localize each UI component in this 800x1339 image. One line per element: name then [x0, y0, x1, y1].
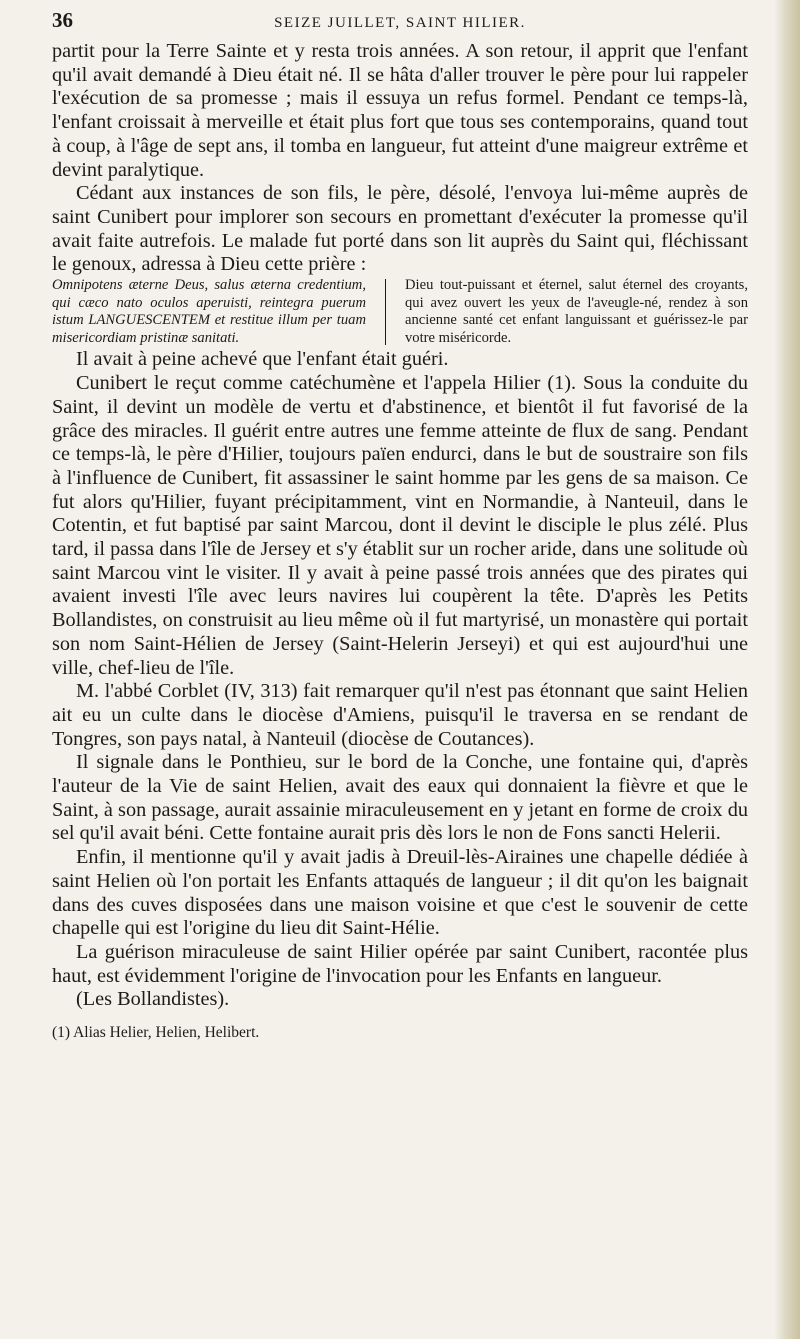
- paragraph-3: Il avait à peine achevé que l'enfant était guéri.: [76, 348, 449, 371]
- prayer-latin: Omnipotens æterne Deus, salus æterna credentium, qui cæco nato oculos aperuisti, reintegra puerum istum LANGUESCENTEM et restitue illum per tuam misericordiam pristinæ sanitati.: [52, 277, 366, 346]
- column-divider: [385, 279, 386, 345]
- paragraph-4: Cunibert le reçut comme catéchumène et l'appela Hilier (1). Sous la conduite du Saint, il devint un modèle de vertu et d'abstinence, et bientôt il fut favorisé de la grâce des miracles. Il guérit entre autres une femme atteinte de flux de sang. Pendant ce temps-là, le père d'Hilier, toujours païen endurci, dans le but de soustraire son fils à l'influence de Cunibert, fit assassiner le saint homme par les gens de sa maison. Ce fut alors qu'Hilier, fuyant précipitamment, vint en Normandie, à Nanteuil, dans le Cotentin, et fut baptisé par saint Marcou, dont il devint le disciple le plus zélé. Plus tard, il passa dans l'île de Jersey et s'y établit sur un rocher aride, dans une solitude où saint Marcou vint le visiter. Il y avait à peine passé trois années que des pirates qui avaient investi l'île avec leurs navires lui coupèrent la tête. D'après les Petits Bollandistes, on construisit au lieu même où il fut martyrisé, un monastère qui portait son nom Saint-Hélien de Jersey (Saint-Helerin Jerseyi) et qui est aujourd'hui une ville, chef-lieu de l'île.: [52, 372, 748, 679]
- paragraph-7: Enfin, il mentionne qu'il y avait jadis à Dreuil-lès-Airaines une chapelle dédiée à saint Helien où l'on portait les Enfants attaqués de langueur ; il dit qu'on les baignait dans des cuves disposées dans une maison voisine et que c'est le souvenir de cette chapelle qui est l'origine du lieu dit Saint-Hélie.: [52, 846, 748, 940]
- body-text: [52, 40, 748, 1012]
- prayer-french: Dieu tout-puissant et éternel, salut éternel des croyants, qui avez ouvert les yeux de l'aveugle-né, rendez à son ancienne santé cet enfant languissant et guérissez-le par votre miséricorde.: [405, 277, 748, 346]
- paragraph-5: M. l'abbé Corblet (IV, 313) fait remarquer qu'il n'est pas étonnant que saint Helien ait eu un culte dans le diocèse d'Amiens, puisqu'il le traversa en se rendant de Tongres, son pays natal, à Nanteuil (diocèse de Coutances).: [52, 680, 748, 750]
- source-citation: (Les Bollandistes).: [76, 988, 230, 1011]
- paragraph-2: Cédant aux instances de son fils, le père, désolé, l'envoya lui-même auprès de saint Cunibert pour implorer son secours en promettant d'exécuter la promesse qu'il avait faite autrefois. Le malade fut porté dans son lit auprès du Saint qui, fléchissant le genoux, adressa à Dieu cette prière :: [52, 182, 748, 276]
- paragraph-8: La guérison miraculeuse de saint Hilier opérée par saint Cunibert, racontée plus haut, est évidemment l'origine de l'invocation pour les Enfants en langueur.: [52, 940, 748, 987]
- paragraph-6: Il signale dans le Ponthieu, sur le bord de la Conche, une fontaine qui, d'après l'auteur de la Vie de saint Helien, avait des eaux qui donnaient la fièvre et que le Saint, à son passage, aurait assainie miraculeusement en y jetant en forme de croix du sel qu'il avait béni. Cette fontaine aurait pris dès lors le non de Fons sancti Helerii.: [52, 751, 748, 845]
- prayer-block: [52, 277, 748, 347]
- running-title: SEIZE JUILLET, SAINT HILIER.: [274, 15, 526, 31]
- footnote: (1) Alias Helier, Helien, Helibert.: [52, 1024, 260, 1042]
- page-number: 36: [52, 8, 73, 32]
- page-edge-shading: [774, 0, 800, 1339]
- page-header: [52, 6, 748, 40]
- paragraph-1: partit pour la Terre Sainte et y resta trois années. A son retour, il apprit que l'enfant qu'il avait demandé à Dieu était né. Il se hâta d'aller trouver le père pour lui rappeler l'exécution de sa promesse ; mais il essuya un refus formel. Pendant ce temps-là, l'enfant croissait à merveille et était plus fort que tous ses contemporains, quand tout à coup, à l'âge de sept ans, il tomba en langueur, fut atteint d'une maigreur extrême et devint paralytique.: [52, 40, 748, 181]
